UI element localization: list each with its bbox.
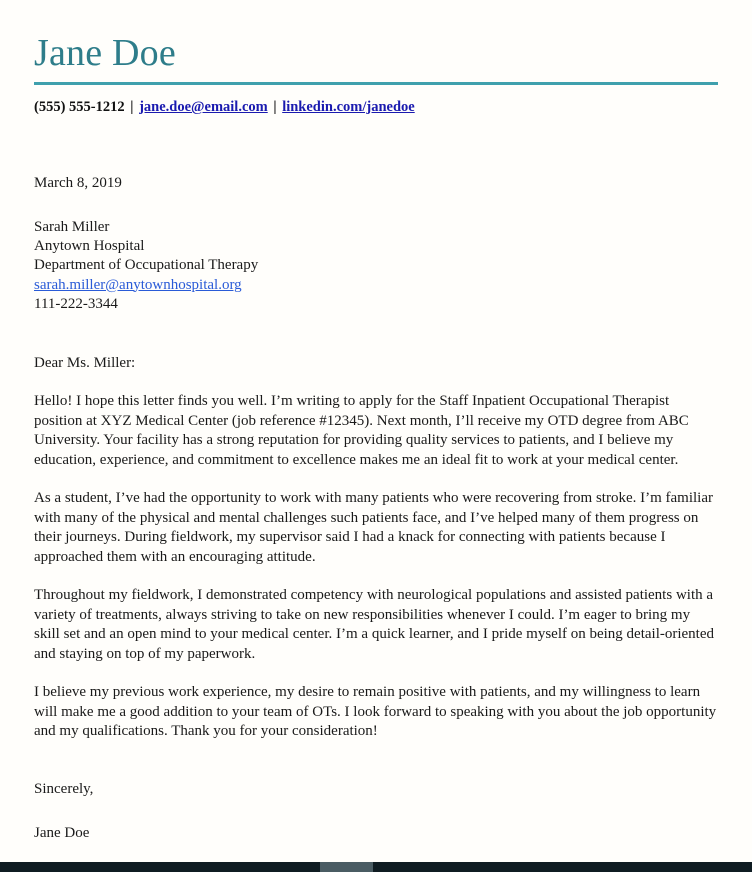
header-divider xyxy=(34,82,718,85)
recipient-name: Sarah Miller xyxy=(34,219,110,235)
signature-name: Jane Doe xyxy=(34,824,90,841)
body-paragraph-4: I believe my previous work experience, my desire to remain positive with patients, and my willingness to learn will make me a good addition to your team of OTs. I look forward to speaking with you about the job opportunity and my qualifications. Thank you for your consideration! xyxy=(34,684,717,740)
page-title: Jane Doe xyxy=(34,32,176,74)
salutation: Dear Ms. Miller: xyxy=(34,355,136,372)
recipient-organization: Anytown Hospital xyxy=(34,238,145,255)
contact-separator-1: | xyxy=(130,99,134,115)
body-paragraph-2: As a student, I’ve had the opportunity to work with many patients who were recovering from stroke. I’m familiar with many of the physical and mental challenges such patients face, and I’ve helped many of them progress on their journeys. During fieldwork, my supervisor said I had a knack for connecting with patients because I approached them with an encouraging attitude. xyxy=(34,490,713,565)
horizontal-scrollbar-thumb[interactable] xyxy=(320,862,373,872)
letter-date: March 8, 2019 xyxy=(34,175,122,191)
linkedin-link[interactable]: linkedin.com/janedoe xyxy=(282,99,415,115)
recipient-block xyxy=(34,218,718,314)
contact-line xyxy=(34,98,718,116)
bottom-scrollbar-track[interactable] xyxy=(0,862,752,872)
email-link[interactable]: jane.doe@email.com xyxy=(139,99,268,115)
recipient-email-link[interactable]: sarah.miller@anytownhospital.org xyxy=(34,276,242,293)
phone-number: (555) 555-1212 xyxy=(34,99,125,115)
contact-separator-2: | xyxy=(273,99,277,115)
body-paragraph-3: Throughout my fieldwork, I demonstrated competency with neurological populations and assisted patients with a variety of treatments, always striving to take on new responsibilities whenever I could. I’m eager to bring my skill set and an open mind to your medical center. I’m a quick learner, and I pride myself on being detail-oriented and staying on top of my paperwork. xyxy=(34,587,715,662)
recipient-phone: 111-222-3344 xyxy=(34,295,118,312)
body-paragraph-1: Hello! I hope this letter finds you well. I’m writing to apply for the Staff Inpatient Occupational Therapist position at XYZ Medical Center (job reference #12345). Next month, I’ll receive my OTD degree from ABC University. Your facility has a strong reputation for providing quality services to patients, and I believe my education, experience, and commitment to excellence makes me an ideal fit to work at your medical center. xyxy=(34,393,689,468)
recipient-department: Department of Occupational Therapy xyxy=(34,257,259,274)
letterhead xyxy=(34,0,718,116)
closing-line: Sincerely, xyxy=(34,780,94,797)
